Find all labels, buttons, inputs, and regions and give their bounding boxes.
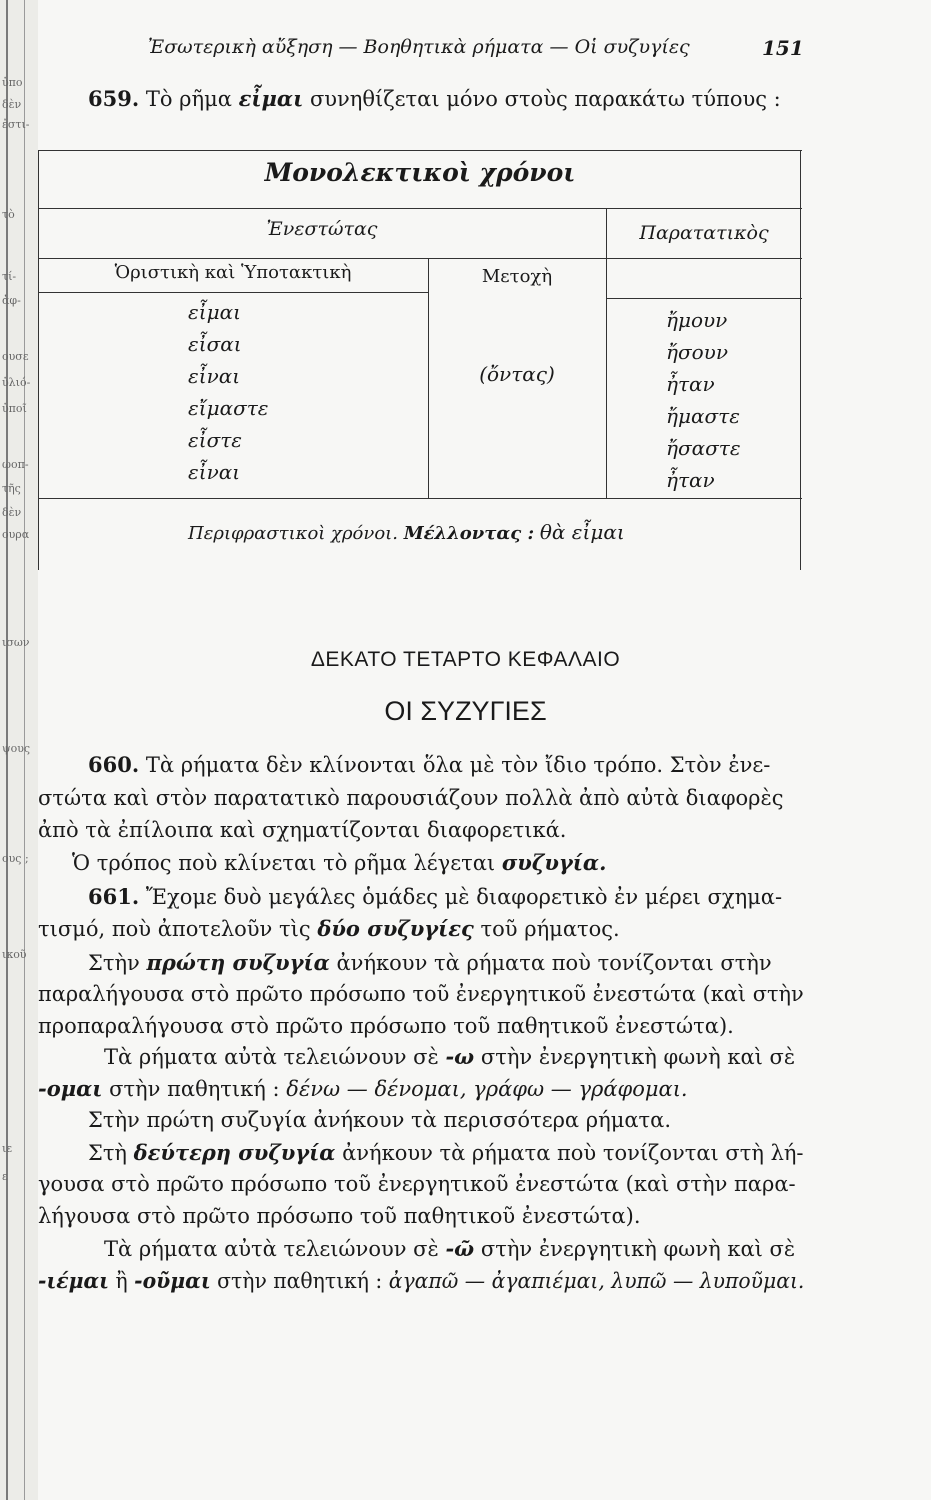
paragraph-661-line: λήγουσα στὸ πρῶτο πρόσωπο τοῦ παθητικοῦ ἐνεστώτα). (38, 1204, 641, 1228)
imperfect-form: ἤμουν (666, 308, 728, 332)
conjugation-table (38, 150, 802, 570)
text-run: συνηθίζεται μόνο στοὺς παρακάτω τύπους : (309, 87, 781, 111)
imperfect-form: ἦταν (666, 372, 715, 396)
text-run: τισμό, ποὺ ἀποτελοῦν τὶς (38, 917, 311, 941)
imperfect-form: ἦταν (666, 468, 715, 492)
table-column-divider (606, 208, 607, 498)
table-rule (38, 498, 802, 499)
chapter-title: ΟΙ ΣΥΖΥΓΙΕΣ (384, 696, 547, 726)
facing-text-fragment: ους ; (2, 852, 29, 865)
paragraph-661-line (38, 916, 620, 941)
text-run: ἀνήκουν τὰ ρήματα ποὺ τονίζονται στὴν (336, 951, 772, 975)
text-run: Ἔχομε δυὸ μεγάλες ὁμάδες μὲ διαφορετικὸ ἐν μέρει σχημα- (145, 885, 783, 909)
table-border (38, 150, 802, 151)
term: πρώτη συζυγία (146, 950, 330, 975)
table-rule (38, 258, 802, 259)
text-run: Τὰ ρήματα αὐτὰ τελειώνουν σὲ (104, 1045, 439, 1069)
paragraph-number: 659. (88, 86, 140, 111)
facing-text-fragment: ε (2, 1170, 8, 1183)
participle-form: (ὄντας) (479, 362, 555, 386)
column-header-present: Ἐνεστώτας (266, 218, 378, 240)
facing-page-edge (0, 0, 38, 1500)
paragraph-661-line (88, 950, 772, 975)
facing-text-fragment: ψους (2, 742, 31, 755)
facing-text-fragment: τῆς (2, 482, 21, 495)
present-form: εἴμαστε (188, 396, 269, 420)
keyword: εἶμαι (238, 86, 304, 111)
paragraph-661-line: παραλήγουσα στὸ πρῶτο πρόσωπο τοῦ ἐνεργητικοῦ ἐνεστώτα (καὶ στὴν (38, 982, 804, 1006)
paragraph-659 (88, 86, 781, 111)
periphrastic-label: Περιφραστικοὶ χρόνοι. (188, 523, 398, 544)
column-header-participle: Μετοχὴ (481, 266, 553, 287)
paragraph-661-line: γουσα στὸ πρῶτο πρόσωπο τοῦ ἐνεργητικοῦ ἐνεστώτα (καὶ στὴν παρα- (38, 1172, 796, 1196)
examples: δένω — δένομαι, γράφω — γράφομαι. (286, 1077, 688, 1101)
paragraph-660-line (88, 752, 770, 777)
ending: -ιέμαι (38, 1268, 110, 1293)
text-run: στὴν παθητική : (217, 1269, 383, 1293)
future-label: Μέλλοντας : (403, 523, 535, 544)
paragraph-661-line (88, 1140, 804, 1165)
chapter-label: ΔΕΚΑΤΟ ΤΕΤΑΡΤΟ ΚΕΦΑΛΑΙΟ (310, 648, 621, 671)
paragraph-661-line (38, 1076, 688, 1101)
ending: -ω (445, 1044, 475, 1069)
facing-text-fragment: τὸ (2, 208, 15, 221)
table-rule (38, 292, 428, 293)
facing-text-fragment: δὲν (2, 98, 22, 111)
facing-text-fragment: ικοῦ (2, 948, 27, 961)
text-run: Τὰ ρήματα αὐτὰ τελειώνουν σὲ (104, 1237, 439, 1261)
column-header-indicative-subjunctive: Ὁριστικὴ καὶ Ὑποτακτικὴ (114, 262, 352, 283)
imperfect-form: ἤσουν (666, 340, 728, 364)
present-form: εἶστε (188, 428, 243, 452)
paragraph-661-line (88, 884, 782, 909)
text-run: τοῦ ρήματος. (480, 917, 620, 941)
table-border (800, 150, 801, 570)
paragraph-661-line: προπαραλήγουσα στὸ πρῶτο πρόσωπο τοῦ παθητικοῦ ἐνεστώτα). (38, 1014, 734, 1038)
paragraph-661-line: Στὴν πρώτη συζυγία ἀνήκουν τὰ περισσότερα ρήματα. (88, 1108, 672, 1132)
page-number: 151 (762, 36, 804, 60)
paragraph-660-line: ἀπὸ τὰ ἐπίλοιπα καὶ σχηματίζονται διαφορετικά. (38, 818, 567, 842)
text-run: στὴν ἐνεργητικὴ φωνὴ καὶ σὲ (480, 1237, 796, 1261)
imperfect-form: ἤμαστε (666, 404, 740, 428)
paragraph-661-line (104, 1044, 795, 1069)
facing-text-fragment: ἀφ- (2, 294, 21, 307)
facing-text-fragment: ὑποῖ (2, 402, 27, 415)
term: δεύτερη συζυγία (133, 1140, 336, 1165)
column-header-imperfect: Παρατατικὸς (639, 222, 769, 244)
text-run: στὴν παθητική : (109, 1077, 280, 1101)
facing-text-fragment: ιε (2, 1142, 13, 1155)
table-rule (38, 208, 802, 209)
facing-text-fragment: ἐστι- (2, 118, 30, 131)
present-form: εἶναι (188, 364, 241, 388)
table-title: Μονολεκτικοὶ χρόνοι (264, 158, 576, 187)
text-run: ἢ (115, 1269, 128, 1293)
text-run: στὴν ἐνεργητικὴ φωνὴ καὶ σὲ (480, 1045, 796, 1069)
facing-text-fragment: ωοπ- (2, 458, 29, 471)
text-run: ἀνήκουν τὰ ρήματα ποὺ τονίζονται στὴ λή- (342, 1141, 804, 1165)
running-header-title: Ἐσωτερικὴ αὔξηση — Βοηθητικὰ ρήματα — Οἱ συζυγίες (148, 36, 690, 58)
examples: ἀγαπῶ — ἀγαπιέμαι, λυπῶ — λυποῦμαι. (388, 1269, 805, 1293)
facing-text-fragment: ὑπο (2, 76, 23, 89)
facing-text-fragment: τί- (2, 270, 17, 283)
paragraph-660-line (72, 850, 606, 875)
ending: -οῦμαι (134, 1268, 211, 1293)
facing-text-fragment: δὲν (2, 506, 22, 519)
term: δύο συζυγίες (317, 916, 474, 941)
present-form: εἶναι (188, 460, 241, 484)
imperfect-form: ἤσαστε (666, 436, 741, 460)
term: συζυγία. (501, 850, 607, 875)
text-run: Ὁ τρόπος ποὺ κλίνεται τὸ ρῆμα λέγεται (72, 851, 496, 875)
paragraph-660-line: στώτα καὶ στὸν παρατατικὸ παρουσιάζουν πολλὰ ἀπὸ αὐτὰ διαφορὲς (38, 786, 784, 810)
facing-text-fragment: ουσε (2, 350, 29, 363)
paragraph-number: 661. (88, 884, 140, 909)
ending: -ομαι (38, 1076, 103, 1101)
table-rule (606, 298, 802, 299)
present-form: εἶμαι (188, 300, 241, 324)
future-form: θὰ εἶμαι (539, 520, 625, 544)
text-run: Τὸ ρῆμα (145, 87, 232, 111)
facing-text-fragment: ουρα (2, 528, 30, 541)
text-run: Στὴν (88, 951, 140, 975)
present-form: εἶσαι (188, 332, 242, 356)
text-run: Τὰ ρήματα δὲν κλίνονται ὅλα μὲ τὸν ἴδιο τρόπο. Στὸν ἐνε- (145, 753, 771, 777)
table-border (38, 150, 39, 570)
paragraph-number: 660. (88, 752, 140, 777)
facing-text-fragment: ισων (2, 636, 30, 649)
ending: -ῶ (445, 1236, 475, 1261)
text-run: Στὴ (88, 1141, 127, 1165)
paragraph-661-line (38, 1268, 804, 1293)
facing-text-fragment: ὑλιό- (2, 376, 31, 389)
paragraph-661-line (104, 1236, 795, 1261)
periphrastic-row (188, 520, 625, 544)
